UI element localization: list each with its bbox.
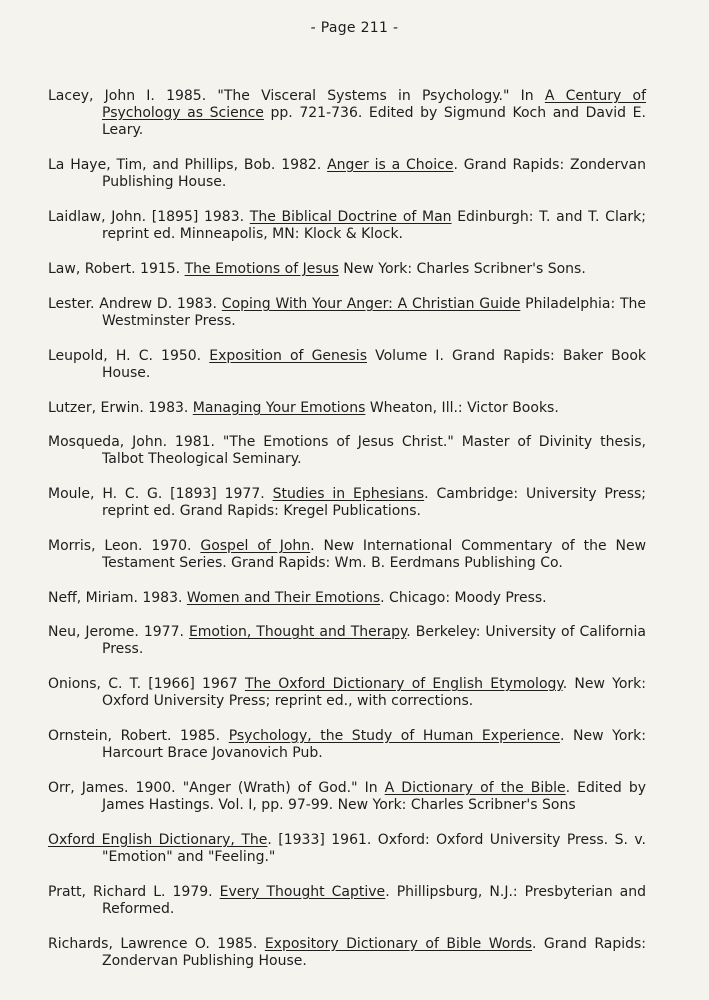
reference-entry: Laidlaw, John. [1895] 1983. The Biblical Doctrine of Man Edinburgh: T. and T. Clark; reprint ed. Minneapolis, MN: Klock & Klock. — [48, 209, 646, 242]
page-number: - Page 211 - — [310, 20, 399, 36]
reference-entry: Lester. Andrew D. 1983. Coping With Your Anger: A Christian Guide Philadelphia: The Westminster Press. — [48, 296, 646, 329]
reference-entry: La Haye, Tim, and Phillips, Bob. 1982. Anger is a Choice. Grand Rapids: Zondervan Publishing House. — [48, 157, 646, 190]
reference-title: Oxford English Dictionary, The — [48, 832, 268, 848]
reference-title: Women and Their Emotions — [186, 590, 381, 606]
reference-entry: Onions, C. T. [1966] 1967 The Oxford Dictionary of English Etymology. New York: Oxford University Press; reprint ed., with corrections. — [48, 676, 646, 709]
reference-title: A Dictionary of the Bible — [384, 780, 566, 796]
reference-entry: Mosqueda, John. 1981. "The Emotions of Jesus Christ." Master of Divinity thesis, Talbot Theological Seminary. — [48, 434, 646, 467]
reference-title: The Emotions of Jesus — [184, 261, 339, 277]
reference-title: The Oxford Dictionary of English Etymology — [244, 676, 563, 692]
reference-entry: Law, Robert. 1915. The Emotions of Jesus New York: Charles Scribner's Sons. — [48, 261, 586, 277]
reference-entry: Orr, James. 1900. "Anger (Wrath) of God." In A Dictionary of the Bible. Edited by James Hastings. Vol. I, pp. 97-99. New York: Charles Scribner's Sons — [48, 780, 646, 813]
reference-title: Emotion, Thought and Therapy — [188, 624, 407, 640]
reference-entry: Oxford English Dictionary, The. [1933] 1961. Oxford: Oxford University Press. S. v. "Emotion" and "Feeling." — [48, 832, 647, 865]
reference-entry: Pratt, Richard L. 1979. Every Thought Captive. Phillipsburg, N.J.: Presbyterian and Reformed. — [48, 884, 646, 917]
reference-title: Managing Your Emotions — [192, 400, 366, 416]
reference-title: Psychology, the Study of Human Experience — [228, 728, 561, 744]
reference-entry: Ornstein, Robert. 1985. Psychology, the Study of Human Experience. New York: Harcourt Brace Jovanovich Pub. — [48, 728, 646, 761]
reference-title: Exposition of Genesis — [209, 348, 367, 364]
reference-title: Gospel of John — [200, 538, 311, 554]
reference-entry: Lacey, John I. 1985. "The Visceral Systems in Psychology." In A Century of Psychology as Science pp. 721-736. Edited by Sigmund Koch and David E. Leary. — [48, 88, 647, 138]
reference-title: A Century of Psychology as Science — [102, 88, 647, 121]
reference-entry: Richards, Lawrence O. 1985. Expository Dictionary of Bible Words. Grand Rapids: Zondervan Publishing House. — [48, 936, 647, 969]
reference-entry: Morris, Leon. 1970. Gospel of John. New International Commentary of the New Testament Series. Grand Rapids: Wm. B. Eerdmans Publishing Co. — [48, 538, 647, 571]
reference-title: Every Thought Captive — [219, 884, 386, 900]
reference-title: Coping With Your Anger: A Christian Guide — [221, 296, 521, 312]
reference-title: The Biblical Doctrine of Man — [249, 209, 452, 225]
reference-entry: Lutzer, Erwin. 1983. Managing Your Emotions Wheaton, Ill.: Victor Books. — [48, 400, 559, 416]
reference-entry: Leupold, H. C. 1950. Exposition of Genesis Volume I. Grand Rapids: Baker Book House. — [48, 348, 646, 381]
bibliography-list — [48, 88, 646, 970]
reference-entry: Neu, Jerome. 1977. Emotion, Thought and Therapy. Berkeley: University of California Press. — [48, 624, 647, 657]
reference-entry: Moule, H. C. G. [1893] 1977. Studies in Ephesians. Cambridge: University Press; reprint ed. Grand Rapids: Kregel Publications. — [48, 486, 646, 519]
reference-title: Studies in Ephesians — [272, 486, 425, 502]
reference-title: Expository Dictionary of Bible Words — [264, 936, 533, 952]
reference-entry: Neff, Miriam. 1983. Women and Their Emotions. Chicago: Moody Press. — [48, 590, 547, 606]
reference-title: Anger is a Choice — [327, 157, 454, 173]
